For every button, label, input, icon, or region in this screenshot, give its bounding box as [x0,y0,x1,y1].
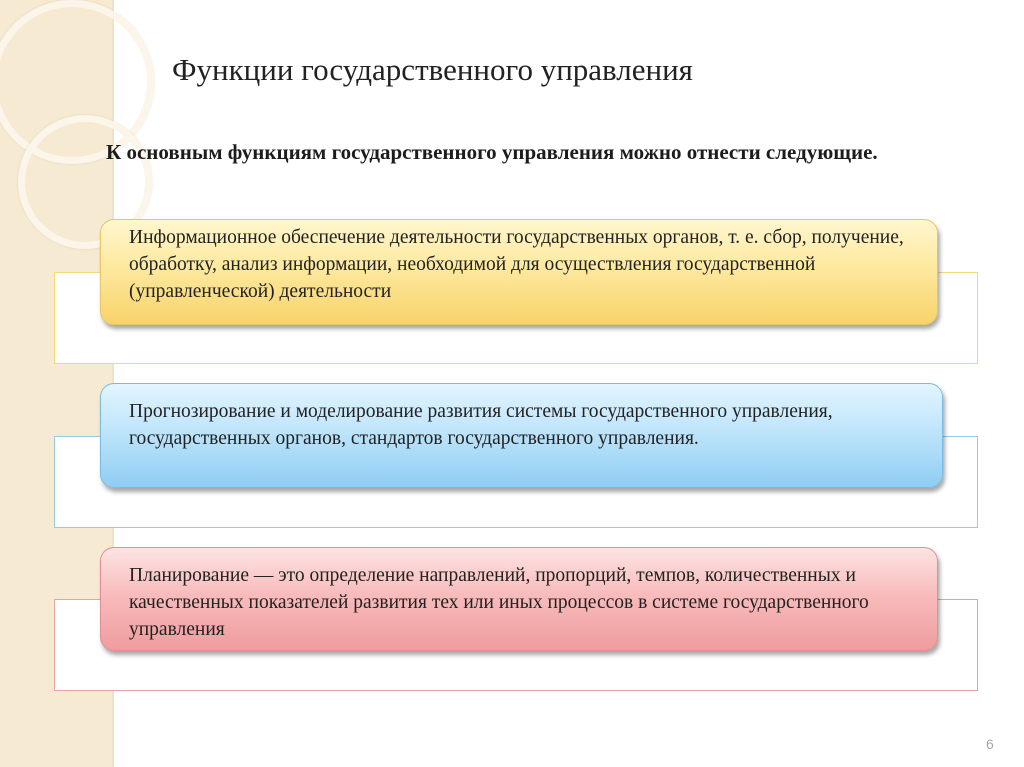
slide-intro: К основным функциям государственного управления можно отнести следующие. [106,140,878,164]
slide-title: Функции государственного управления [172,52,693,87]
page-number: 6 [986,736,994,752]
function-card-planning: Планирование — это определение направлений, пропорций, темпов, количественных и качественных показателей развития тех или иных процессов в системе государственного управления [100,547,938,651]
function-card-forecasting: Прогнозирование и моделирование развития системы государственного управления, государственных органов, стандартов государственного управления. [100,383,943,488]
function-card-information: Информационное обеспечение деятельности государственных органов, т. е. сбор, получение, обработку, анализ информации, необходимой для осуществления государственной (управленческой) деятельности [100,219,938,325]
